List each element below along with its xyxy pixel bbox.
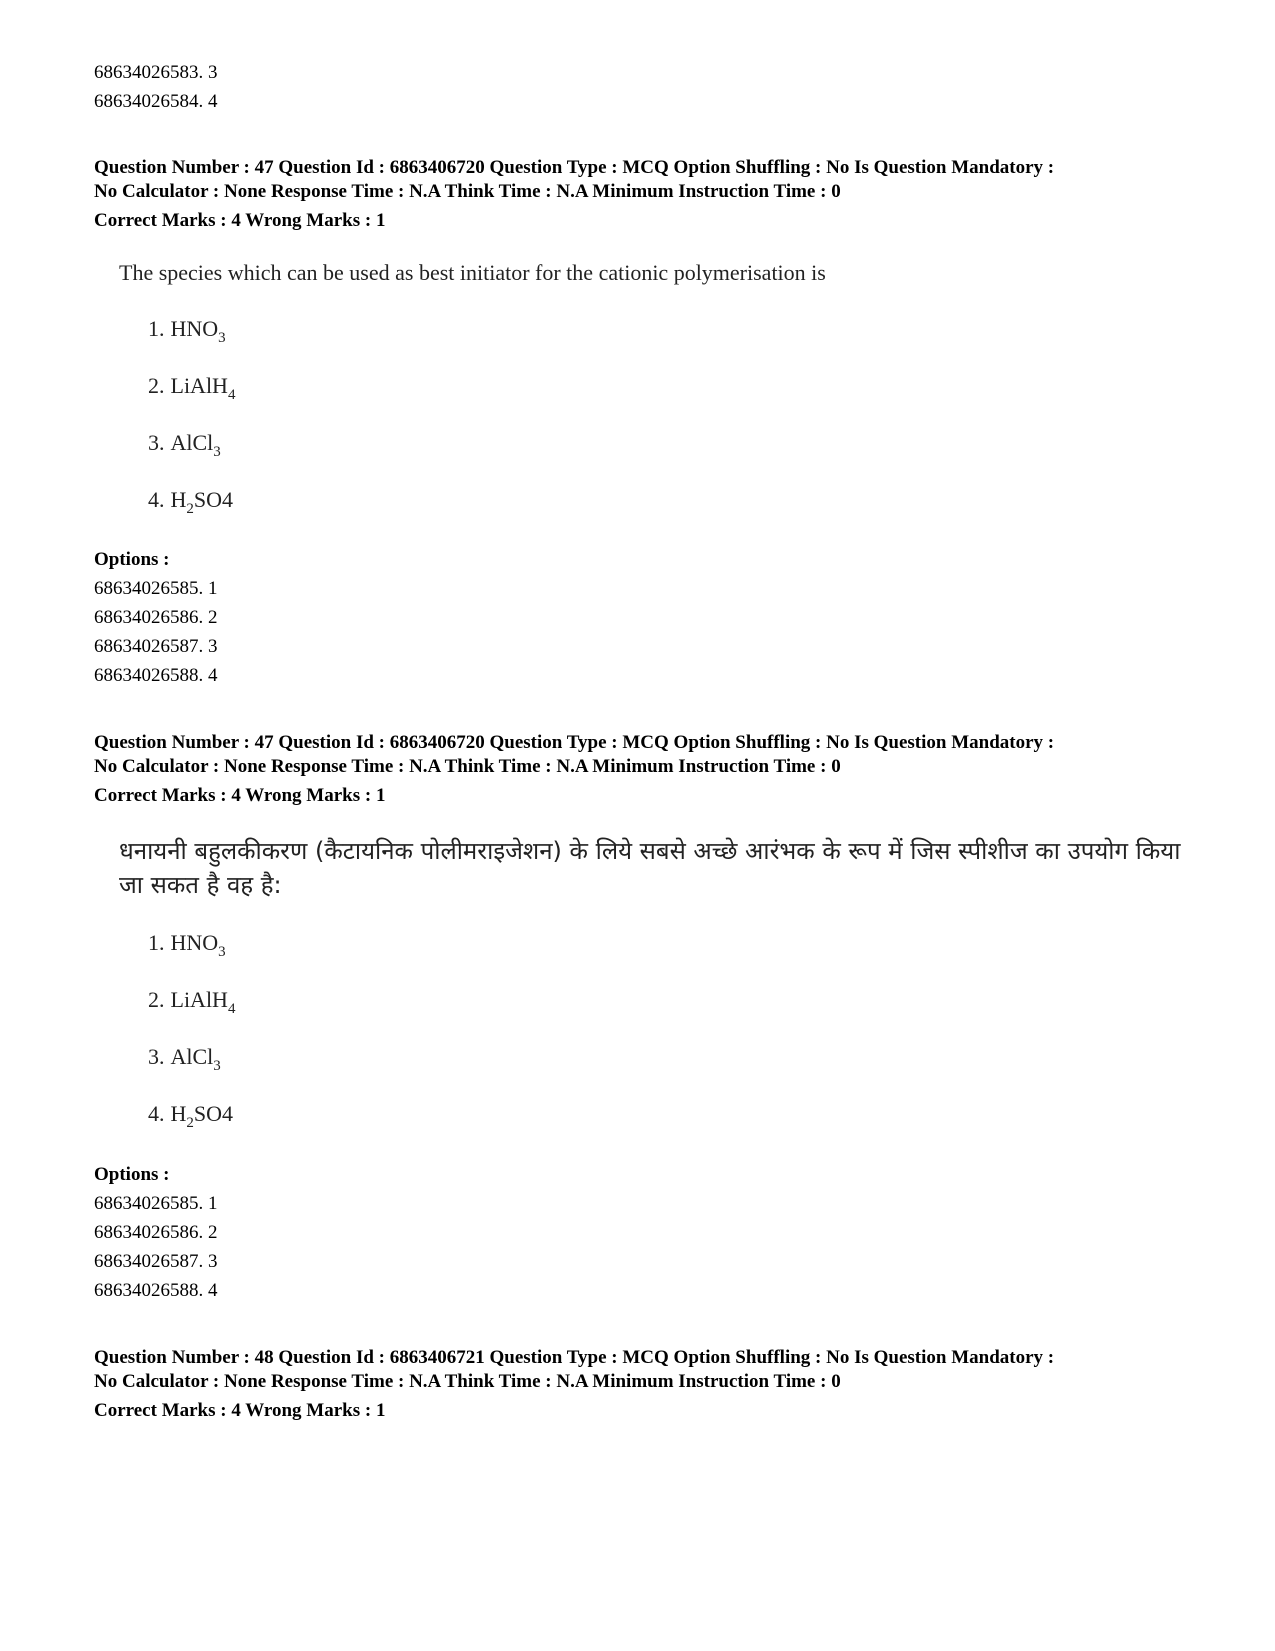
option-row: [94, 1251, 218, 1273]
option-row: [94, 62, 218, 84]
option-value: 4: [208, 91, 218, 112]
choice-number: 1.: [148, 316, 165, 341]
question-header: [94, 731, 1214, 779]
choice-subscript: 4: [227, 1001, 236, 1017]
option-value: 1: [208, 1193, 218, 1214]
choice-number: 4.: [148, 1101, 165, 1126]
choice-number: 4.: [148, 487, 165, 512]
choice-subscript: 4: [227, 387, 236, 403]
choice-formula: LiAlH: [170, 987, 228, 1012]
option-value: 4: [208, 1280, 218, 1301]
choice-subscript: 2: [186, 501, 194, 517]
option-value: 4: [208, 665, 218, 686]
option-row: [94, 91, 218, 113]
choice-item: [148, 371, 235, 401]
option-value: 2: [208, 1222, 218, 1243]
choice-formula-tail: SO4: [193, 1101, 234, 1126]
option-value: 3: [208, 1251, 218, 1272]
question-header-line-2: No Calculator : None Response Time : N.A Think Time : N.A Minimum Instruction Time : 0: [94, 756, 841, 777]
option-id: 68634026585.: [94, 578, 204, 599]
marks-line: Correct Marks : 4 Wrong Marks : 1: [94, 210, 386, 231]
choice-subscript: 3: [218, 944, 226, 960]
choice-formula-tail: SO4: [193, 487, 234, 512]
choice-item: [148, 428, 221, 458]
options-label: Options :: [94, 549, 170, 570]
option-id: 68634026586.: [94, 607, 204, 628]
choice-formula: H: [170, 487, 187, 512]
option-row: [94, 1280, 218, 1302]
choice-formula: AlCl: [170, 1044, 214, 1069]
choice-formula: LiAlH: [170, 373, 228, 398]
choice-subscript: 3: [218, 330, 226, 346]
option-row: [94, 1222, 218, 1244]
choice-formula: H: [170, 1101, 187, 1126]
marks-line: Correct Marks : 4 Wrong Marks : 1: [94, 1400, 386, 1421]
option-id: 68634026587.: [94, 1251, 204, 1272]
marks-line: Correct Marks : 4 Wrong Marks : 1: [94, 785, 386, 806]
option-value: 1: [208, 578, 218, 599]
choice-item: [148, 928, 226, 958]
option-row: [94, 636, 218, 658]
choice-number: 2.: [148, 987, 165, 1012]
option-row: [94, 578, 218, 600]
choice-subscript: 3: [213, 444, 221, 460]
choice-formula: HNO: [170, 930, 219, 955]
choice-item: [148, 314, 226, 344]
option-id: 68634026585.: [94, 1193, 204, 1214]
option-id: 68634026586.: [94, 1222, 204, 1243]
option-value: 2: [208, 607, 218, 628]
option-id: 68634026583.: [94, 62, 204, 83]
question-header-line-1: Question Number : 47 Question Id : 6863406720 Question Type : MCQ Option Shuffling : No Is Question Mandatory :: [94, 732, 1055, 753]
choice-item: [148, 485, 233, 515]
option-row: [94, 607, 218, 629]
choice-formula: AlCl: [170, 430, 214, 455]
choice-formula: HNO: [170, 316, 219, 341]
choice-number: 1.: [148, 930, 165, 955]
question-header: [94, 1346, 1214, 1394]
choice-item: [148, 1042, 221, 1072]
choice-number: 3.: [148, 430, 165, 455]
option-id: 68634026588.: [94, 665, 204, 686]
choice-item: [148, 1099, 233, 1129]
question-header: [94, 156, 1214, 204]
option-value: 3: [208, 636, 218, 657]
option-id: 68634026587.: [94, 636, 204, 657]
question-header-line-2: No Calculator : None Response Time : N.A Think Time : N.A Minimum Instruction Time : 0: [94, 181, 841, 202]
option-row: [94, 1193, 218, 1215]
choice-subscript: 2: [186, 1115, 194, 1131]
question-header-line-1: Question Number : 47 Question Id : 6863406720 Question Type : MCQ Option Shuffling : No Is Question Mandatory :: [94, 157, 1055, 178]
question-text-hindi: धनायनी बहुलकीकरण (कैटायनिक पोलीमराइजेशन) के लिये सबसे अच्छे आरंभक के रूप में जिस स्पीशीज का उपयोग किया जा सकत है वह है:: [119, 837, 1181, 899]
option-row: [94, 665, 218, 687]
choice-subscript: 3: [213, 1058, 221, 1074]
options-label: Options :: [94, 1164, 170, 1185]
question-header-line-1: Question Number : 48 Question Id : 6863406721 Question Type : MCQ Option Shuffling : No Is Question Mandatory :: [94, 1347, 1055, 1368]
choice-item: [148, 985, 235, 1015]
choice-number: 3.: [148, 1044, 165, 1069]
option-value: 3: [208, 62, 218, 83]
option-id: 68634026584.: [94, 91, 204, 112]
option-id: 68634026588.: [94, 1280, 204, 1301]
choice-number: 2.: [148, 373, 165, 398]
question-header-line-2: No Calculator : None Response Time : N.A Think Time : N.A Minimum Instruction Time : 0: [94, 1371, 841, 1392]
question-text: The species which can be used as best initiator for the cationic polymerisation is: [119, 260, 826, 285]
